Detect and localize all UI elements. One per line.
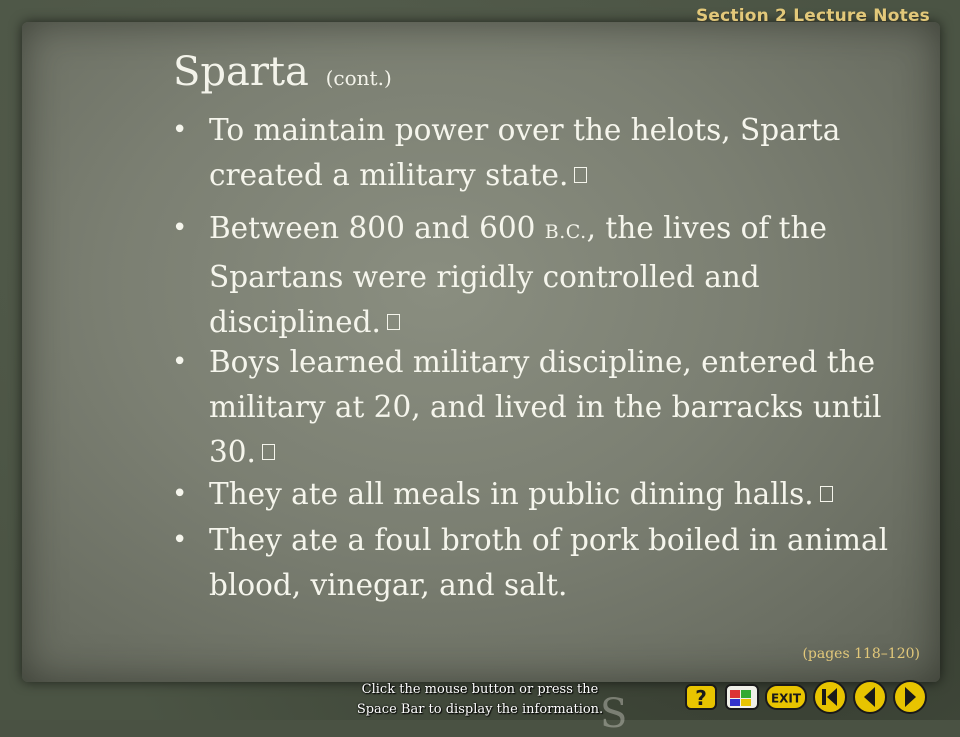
bullet-dot: • (172, 115, 188, 145)
bullet-item (172, 206, 902, 345)
navigation-bar (684, 678, 928, 716)
section-label: Section 2 Lecture Notes (695, 6, 930, 26)
ghost-text: S (600, 691, 628, 737)
page-title (173, 48, 392, 102)
page-reference: (pages 118–120) (802, 646, 920, 662)
exit-icon (764, 679, 808, 715)
exit-label: EXIT (770, 691, 802, 706)
web-icon (724, 679, 760, 715)
advance-icon (820, 486, 833, 502)
advance-icon (262, 444, 275, 460)
svg-text:?: ? (695, 686, 707, 710)
bullet-item (172, 340, 902, 475)
bullet-dot: • (172, 347, 188, 377)
previous-button[interactable] (852, 679, 888, 715)
next-button[interactable] (892, 679, 928, 715)
bullet-item (172, 108, 902, 198)
bullet-item (172, 518, 902, 608)
next-icon (892, 679, 928, 715)
first-icon (812, 679, 848, 715)
title-main: Sparta (173, 49, 309, 95)
bullet-text: Boys learned military discipline, entered the military at 20, and lived in the barracks until 30. (209, 345, 882, 469)
bullet-text: Between 800 and 600 B.C., the lives of the Spartans were rigidly controlled and disciplined. (209, 211, 827, 339)
exit-button[interactable] (764, 679, 808, 715)
bullet-text: They ate a foul broth of pork boiled in animal blood, vinegar, and salt. (209, 523, 889, 602)
click-hint: Click the mouse button or press the Space Bar to display the information. (356, 682, 604, 717)
first-slide-button[interactable] (812, 679, 848, 715)
help-button[interactable] (684, 679, 720, 715)
previous-icon (852, 679, 888, 715)
advance-icon (574, 167, 587, 183)
bullet-dot: • (172, 479, 188, 509)
bullet-text: To maintain power over the helots, Sparta created a military state. (209, 113, 841, 192)
bullet-text: They ate all meals in public dining halls. (209, 472, 902, 517)
question-icon (684, 679, 720, 715)
title-sub: (cont.) (325, 66, 392, 90)
advance-icon (387, 314, 400, 330)
bullet-dot: • (172, 213, 188, 243)
bullet-item (172, 472, 902, 517)
web-button[interactable] (724, 679, 760, 715)
bullet-dot: • (172, 525, 188, 555)
